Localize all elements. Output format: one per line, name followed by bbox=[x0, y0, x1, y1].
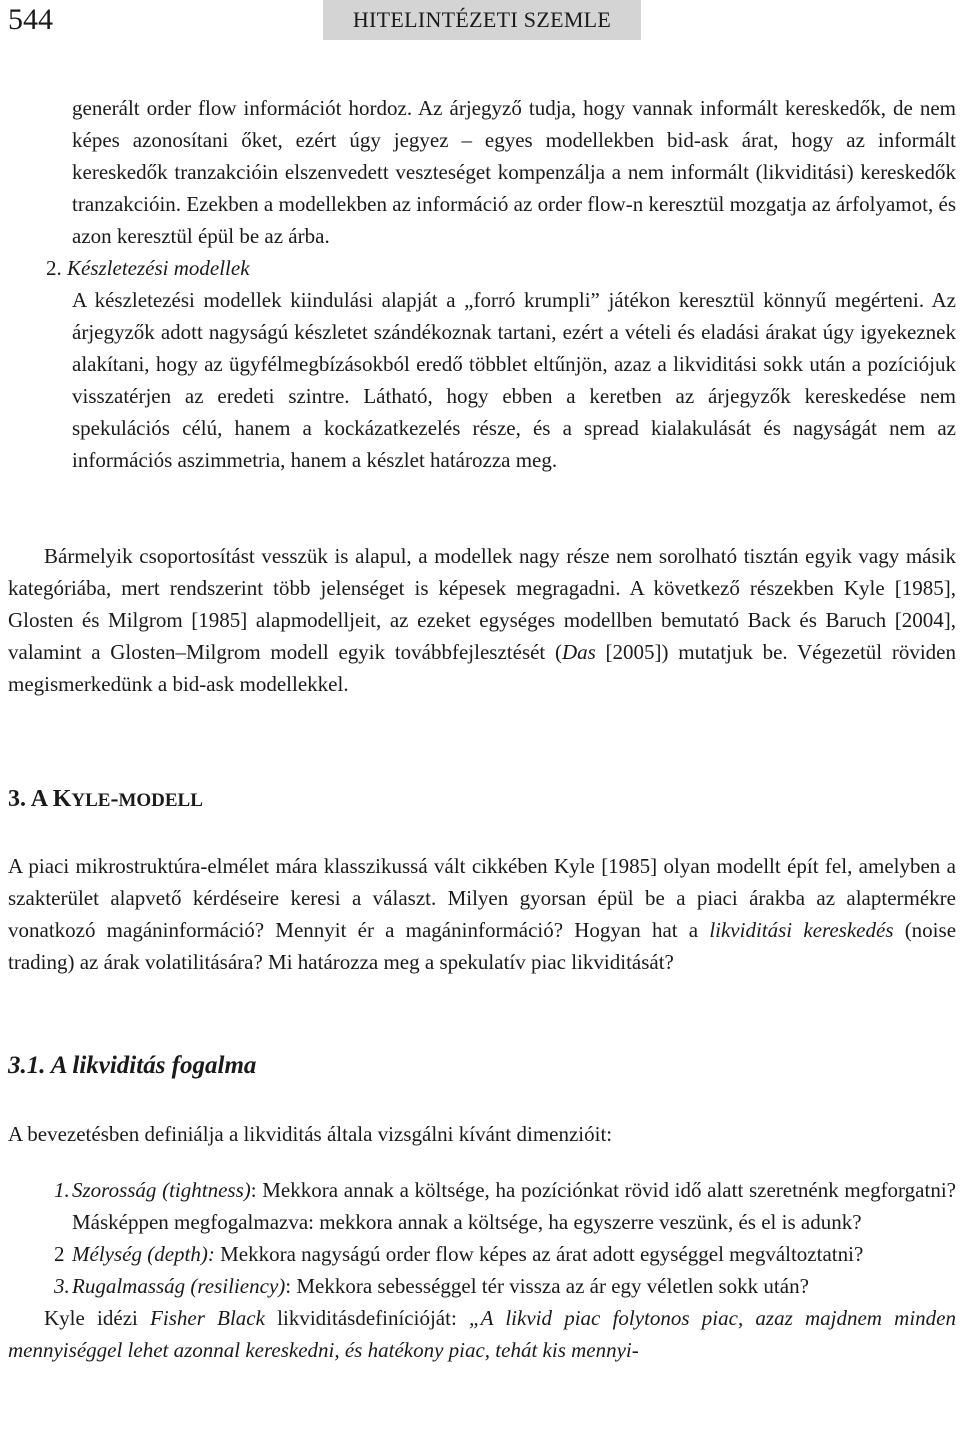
section-title-hyphen: - bbox=[110, 786, 119, 812]
closing-text-2: likviditásdefinícióját: bbox=[264, 1306, 469, 1330]
grouping-paragraph-block bbox=[8, 540, 956, 700]
inventory-models-item bbox=[46, 252, 956, 284]
section-3-title bbox=[8, 786, 203, 813]
section-3-heading bbox=[8, 786, 203, 813]
section3-emphasis: likviditási kereskedés bbox=[709, 918, 894, 942]
list-term: Mélység (depth): bbox=[72, 1242, 215, 1266]
item-number: 2. bbox=[46, 256, 62, 280]
section-31-heading bbox=[8, 1052, 256, 1080]
grouping-paragraph bbox=[8, 540, 956, 700]
list-term: Szorosság (tightness) bbox=[72, 1178, 251, 1202]
section-number: 3. bbox=[8, 786, 31, 812]
cited-author: Fisher Black bbox=[150, 1306, 265, 1330]
list-item-text bbox=[54, 1238, 956, 1270]
list-term: Rugalmasság (resiliency) bbox=[72, 1274, 286, 1298]
intro-block bbox=[46, 92, 956, 476]
list-item bbox=[8, 1270, 956, 1302]
list-item-text bbox=[54, 1174, 956, 1238]
section-title-part: A K bbox=[30, 786, 72, 812]
closing-text-1: Kyle idézi bbox=[44, 1306, 151, 1330]
info-models-paragraph: generált order flow információt hordoz. Az árjegyző tudja, hogy vannak informált kereskedők, de nem képes azonosítani őket, ezért úgy jegyez – egyes modellekben bid-ask árat, hogy az informált kereskedők tranzakcióin elszenvedett veszteséget kompenzálja a nem informált (likviditási) kereskedők tranzakcióin. Ezekben a modellekben az információ az order flow-n keresztül mozgatja az árfolyamot, és azon keresztül épül be az árba. bbox=[72, 96, 956, 248]
list-number: 3. bbox=[54, 1274, 70, 1298]
section3-text-2: (noise trading) az árak volatilitására? Mi határozza meg a spekulatív piac likviditását? bbox=[8, 918, 957, 974]
list-number: 2 bbox=[54, 1242, 65, 1266]
dimensions-intro: A bevezetésben definiálja a likviditás általa vizsgálni kívánt dimenzióit: bbox=[8, 1122, 613, 1146]
section-3-paragraph bbox=[8, 850, 956, 978]
closing-quote: „A likvid piac folytonos piac, azaz majdnem minden mennyiséggel lehet azonnal kereskedni, és hatékony piac, tehát kis mennyi- bbox=[8, 1306, 956, 1362]
section3-text-1: A piaci mikrostruktúra-elmélet mára klasszikussá vált cikkében Kyle [1985] olyan modellt épít fel, amelyben a szakterület alapvető kérdéseire keresi a választ. Milyen gyorsan épül be a piaci árakba az alaptermékre vonatkozó magáninformáció? Mennyit ér a magáninformáció? Hogyan hat a bbox=[8, 854, 956, 942]
page-number: 544 bbox=[8, 3, 53, 36]
running-header: HITELINTÉZETI SZEMLE bbox=[323, 0, 641, 40]
section-3-paragraph-block bbox=[8, 850, 956, 978]
section-title-smallcaps: YLE bbox=[71, 790, 111, 811]
section-title-smallcaps-2: MODELL bbox=[118, 790, 203, 811]
list-description: : Mekkora sebességgel tér vissza az ár egy véletlen sokk után? bbox=[285, 1274, 809, 1298]
list-number: 1. bbox=[54, 1178, 70, 1202]
list-item bbox=[8, 1238, 956, 1270]
inventory-models-title: Készletezési modellek bbox=[67, 256, 250, 280]
grouping-text-1: Bármelyik csoportosítást vesszük is alapul, a modellek nagy része nem sorolható tisztán egyik vagy másik kategóriába, mert rendszerint több jelenséget is képesek megragadni. A következő részekben Kyle [1985], Glosten és Milgrom [1985] alapmodelljeit, az ezeket egységes modellben bemutató Back és Baruch [2004], valamint a Glosten–Milgrom modell egyik továbbfejlesztését ( bbox=[8, 544, 956, 664]
subsection-title: 3.1. A likviditás fogalma bbox=[8, 1052, 257, 1079]
list-item bbox=[8, 1174, 956, 1238]
citation-das: Das bbox=[561, 640, 596, 664]
section-31-body bbox=[8, 1118, 956, 1366]
inventory-models-heading bbox=[46, 252, 956, 284]
closing-paragraph bbox=[8, 1302, 956, 1366]
inventory-models-paragraph: A készletezési modellek kiindulási alapját a „forró krumpli” játékon keresztül könnyű megérteni. Az árjegyzők adott nagyságú készletet szándékoznak tartani, ezért a vételi és eladási árakat úgy igyekeznek alakítani, hogy az ügyfélmegbízásokból eredő többlet eltűnjön, azaz a likviditási sokk után a pozíciójuk visszatérjen az eredeti szintre. Látható, hogy ebben a keretben az árjegyzők kereskedése nem spekulációs célú, hanem a kockázatkezelés része, és a spread kialakulását és nagyságát nem az információs aszimmetria, hanem a készlet határozza meg. bbox=[72, 288, 956, 472]
list-description: : Mekkora annak a költsége, ha pozíciónkat rövid idő alatt szeretnénk megforgatni? Másképpen megfogalmazva: mekkora annak a költsége, ha egyszerre veszünk, és el is adunk? bbox=[72, 1178, 956, 1234]
list-description: Mekkora nagyságú order flow képes az árat adott egységgel megváltoztatni? bbox=[214, 1242, 864, 1266]
list-item-text bbox=[54, 1270, 956, 1302]
grouping-text-2: [2005]) mutatjuk be. Végezetül röviden megismerkedünk a bid-ask modellekkel. bbox=[8, 640, 956, 696]
